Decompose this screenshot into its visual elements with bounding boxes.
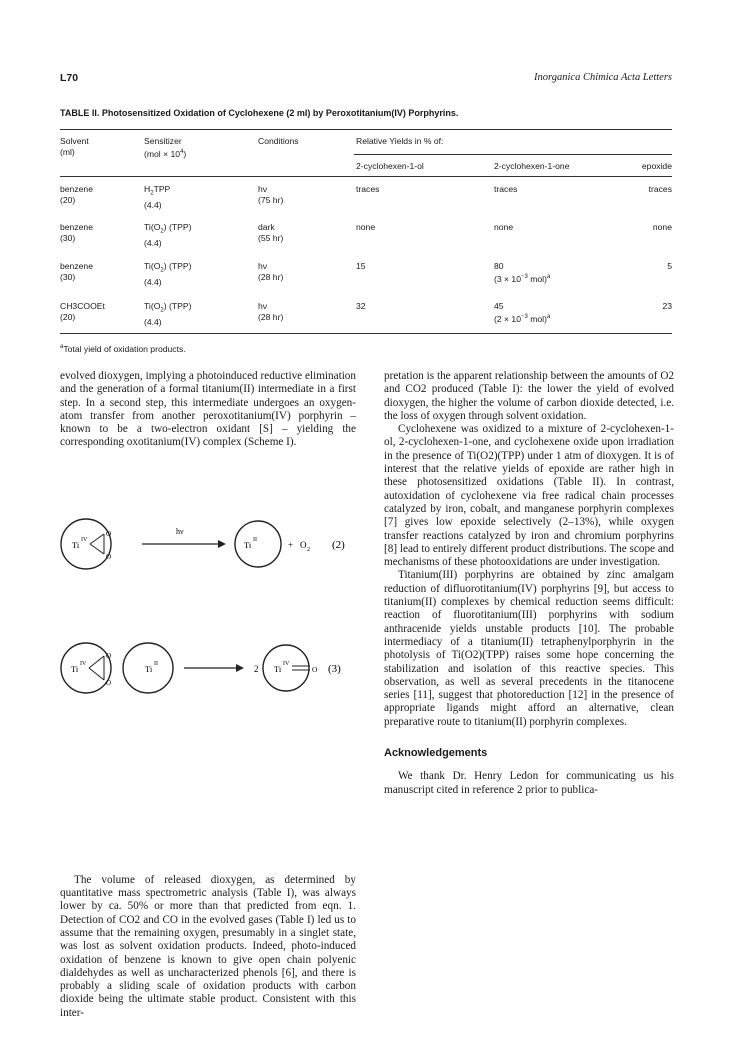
svg-text:II: II: [154, 661, 158, 667]
cell-one: traces: [494, 184, 518, 194]
cell-ol: 32: [356, 301, 366, 311]
svg-text:IV: IV: [80, 661, 87, 667]
porphyrin-ti-iv-peroxo: [61, 643, 111, 693]
col-solvent: Solvent (ml): [60, 136, 89, 157]
porphyrin-ti-iv-oxo: [263, 645, 318, 691]
table-top-rule: [60, 129, 672, 130]
running-header: [60, 72, 672, 88]
col-cyclohexenone: 2-cyclohexen-1-one: [494, 161, 570, 171]
table-bottom-rule: [60, 333, 672, 334]
cell-conditions: hν: [258, 184, 268, 194]
svg-text:hν: hν: [176, 527, 184, 536]
svg-text:O: O: [106, 679, 112, 687]
equation-3: [60, 628, 356, 710]
cell-sensitizer: Ti(O: [144, 222, 161, 232]
cell-conditions: hν: [258, 261, 268, 271]
cell-one: 80: [494, 261, 504, 271]
equation-2: [60, 510, 356, 588]
page-number: L70: [60, 72, 79, 84]
cell-ol: 15: [356, 261, 366, 271]
journal-name: Inorganica Chimica Acta Letters: [534, 72, 672, 83]
svg-text:Ti: Ti: [71, 664, 79, 674]
cell-conditions: hν: [258, 301, 268, 311]
table-footnote: $^a$Total yield of oxidation products.: [60, 344, 186, 354]
section-heading: Acknowledgements: [384, 747, 488, 760]
svg-text:II: II: [253, 537, 257, 543]
table-header-rule: [60, 176, 672, 177]
svg-text:Ti: Ti: [244, 540, 252, 550]
svg-text:IV: IV: [81, 537, 88, 543]
cell-one: none: [494, 222, 514, 232]
svg-text:O: O: [106, 652, 112, 660]
svg-text:IV: IV: [283, 661, 290, 667]
col-conditions: Conditions: [258, 136, 299, 146]
cell-solvent: benzene: [60, 261, 93, 271]
reaction-arrow: [142, 527, 226, 548]
svg-text:O: O: [312, 665, 318, 674]
cell-epoxide: traces: [648, 184, 672, 194]
coefficient: 2: [254, 664, 259, 674]
paragraph: pretation is the apparent relationship between the amounts of O2 and CO2 produced (Table I): the lower the yield of evolved dioxygen, the higher the volume of carbon dioxide detected, i.e. the loss of oxygen through solvent oxidation.: [384, 370, 674, 422]
col-epoxide: epoxide: [641, 161, 672, 171]
paragraph: evolved dioxygen, implying a photoinduced reductive elimination and the generation of a formal titanium(II) intermediate in a first step. In a second step, this intermediate undergoes an oxygen-atom transfer from another peroxotitanium(IV) porphyrin – known to be a two-electron oxidant [S] – yielding the corresponding oxotitanium(IV) complex (Scheme I).: [60, 370, 356, 449]
cell-ol: traces: [356, 184, 380, 194]
cell-sensitizer: Ti(O: [144, 301, 161, 311]
svg-text:O: O: [106, 530, 112, 538]
cell-one: 45: [494, 301, 504, 311]
svg-text:Ti: Ti: [274, 664, 282, 674]
dioxygen: O: [300, 540, 307, 550]
cell-solvent: CH3COOEt: [60, 301, 105, 311]
cell-epoxide: 5: [667, 261, 672, 271]
cell-ol: none: [356, 222, 376, 232]
porphyrin-ti-iv-peroxo: [61, 519, 111, 569]
porphyrin-ti-ii: [235, 521, 281, 567]
col-relative-yields: Relative Yields in % of:: [356, 136, 444, 146]
cell-solvent: benzene: [60, 184, 93, 194]
cell-sensitizer: Ti(O: [144, 261, 161, 271]
svg-text:O: O: [106, 553, 112, 561]
svg-text:Ti: Ti: [72, 540, 80, 550]
col-sensitizer: Sensitizer $(mol \times 10^4)$: [144, 136, 187, 159]
plus-sign: +: [288, 540, 294, 550]
cell-epoxide: none: [652, 222, 672, 232]
table-subheader-rule: [354, 154, 672, 155]
svg-text:Ti: Ti: [145, 664, 153, 674]
right-column: [384, 370, 674, 797]
table-title: TABLE II. Photosensitized Oxidation of Cyclohexene (2 ml) by Peroxotitanium(IV) Porphyrins.: [60, 108, 459, 118]
cell-solvent: benzene: [60, 222, 93, 232]
porphyrin-ti-ii: [123, 643, 173, 693]
cell-conditions: dark: [258, 222, 275, 232]
paragraph: Cyclohexene was oxidized to a mixture of 2-cyclohexen-1-ol, 2-cyclohexen-1-one, and cyclohexene oxide upon irradiation in the presence of Ti(O2)(TPP) under 1 atm of dioxygen. It is of interest that the relative yields of epoxide are rather high in these photosensitized oxidations (Table II). In contrast, autoxidation of cyclohexene via free radical chain processes catalyzed by iron, cobalt, and manganese porphyrin complexes [7] gives low epoxide selectively (2–13%), while oxygen transfer reactions catalyzed by iron and chromium porphyrins [8] lead to entirely different product distributions. The scope and mechanisms of these photooxidations are under investigation.: [384, 423, 674, 569]
reaction-arrow: [184, 664, 244, 672]
equation-number: (3): [328, 663, 341, 675]
svg-text:2: 2: [307, 547, 310, 553]
cell-sensitizer: H: [144, 184, 151, 194]
paragraph: We thank Dr. Henry Ledon for communicating us his manuscript cited in reference 2 prior to publica-: [384, 770, 674, 796]
paragraph: The volume of released dioxygen, as determined by quantitative mass spectrometric analysis (Table I), was always lower by ca. 50% or more than that predicted from eqn. 1. Detection of CO2 and CO in the evolved gases (Table I) led us to assume that the remaining oxygen, presumably in a singlet state, was lost as solvent oxidation products. Indeed, photo-induced oxidation of benzene is known to give open chain polyenic dialdehydes as well as uncharacterized phenols [6], and there is probably a sliding scale of oxidation products with carbon dioxide being the ultimate stable product. Consistent with this inter-: [60, 873, 356, 1019]
col-cyclohexenol: 2-cyclohexen-1-ol: [356, 161, 424, 171]
equation-number: (2): [332, 539, 345, 551]
cell-epoxide: 23: [662, 301, 672, 311]
paragraph: Titanium(III) porphyrins are obtained by zinc amalgam reduction of difluorotitanium(IV) porphyrins [9], but access to titanium(II) complexes by chemical reduction seems difficult: reaction of fluorotitanium(III) porphyrins with sodium anthracenide yields unstable products [10]. The probable intermediacy of a titanium(II) tetraphenylporphyrin in the photolysis of Ti(O2)(TPP) raises some hope concerning the stabilization and isolation of this reactive species. This observation, as well as several precedents in the titanocene series [11], suggest that photoreduction [12] in the presence of appropriate ligands might afford an alternative, clean preparative route to titanium(II) porphyrin complexes.: [384, 569, 674, 728]
